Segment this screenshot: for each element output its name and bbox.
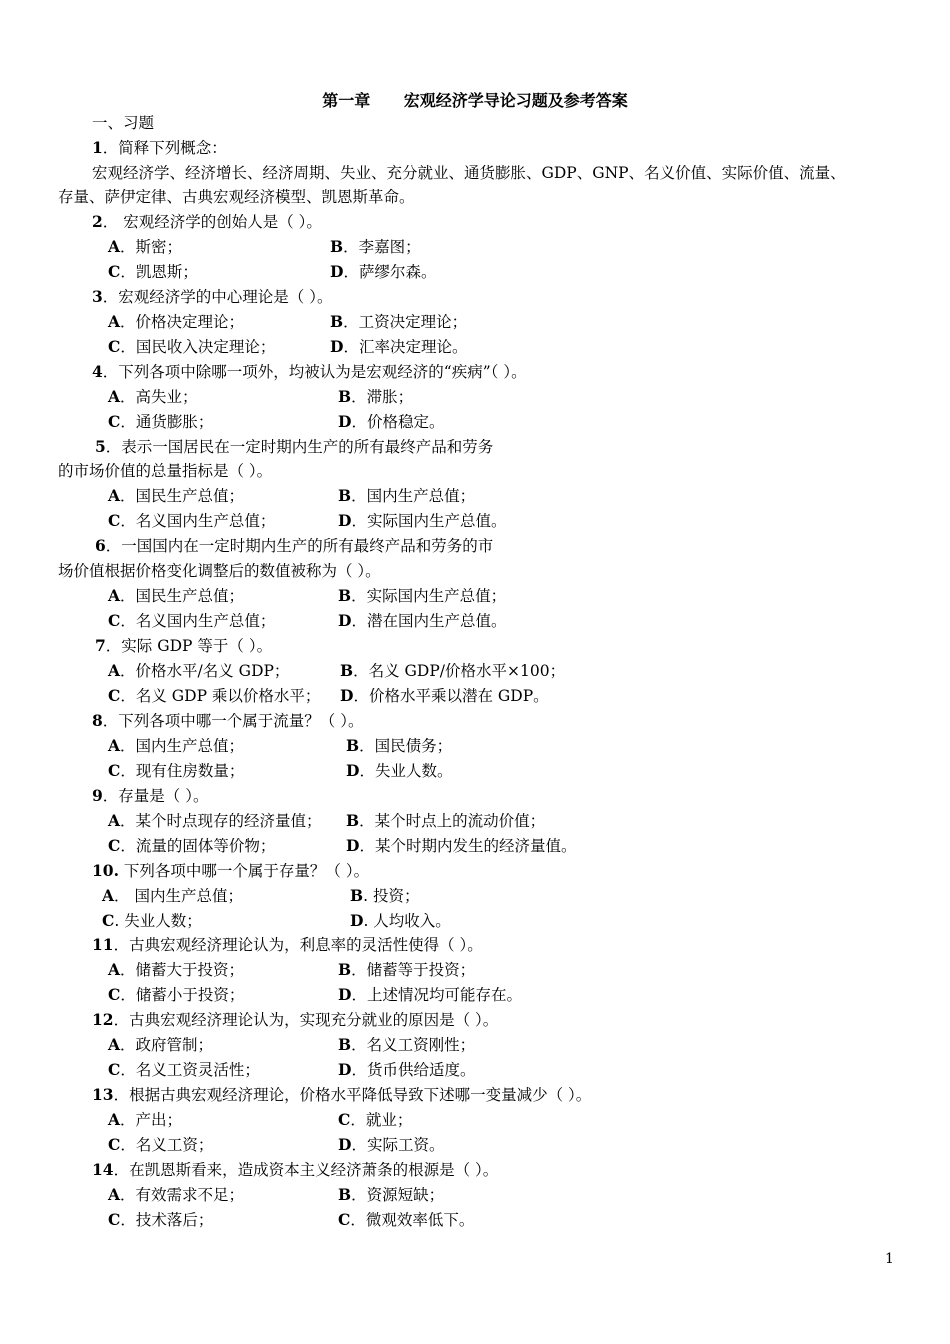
option-c: C．名义工资灵活性； — [108, 1060, 260, 1079]
question-number: 6 — [95, 536, 106, 555]
option-c: C．现有住房数量； — [108, 761, 245, 780]
option-c: C．名义国内生产总值； — [108, 611, 276, 630]
option-c: C．技术落后； — [108, 1210, 214, 1229]
question-3 — [92, 286, 332, 308]
option-b: B. 投资； — [350, 886, 420, 905]
option-d: D．上述情况均可能存在。 — [338, 985, 522, 1004]
option-b: B．实际国内生产总值； — [338, 586, 507, 605]
question-text: ．根据古典宏观经济理论，价格水平降低导致下述哪一变量减少（ ）。 — [113, 1086, 592, 1104]
page-number: 1 — [885, 1251, 894, 1267]
question-text: ．宏观经济学的中心理论是（ ）。 — [102, 288, 333, 306]
question-7 — [95, 635, 272, 657]
question-2 — [92, 211, 322, 233]
question-9 — [92, 785, 208, 807]
option-c: C．名义 GDP 乘以价格水平； — [108, 686, 321, 705]
question-text: ． 宏观经济学的创始人是（ ）。 — [102, 213, 322, 231]
question-number: 12 — [92, 1010, 114, 1029]
option-d: D．某个时期内发生的经济量值。 — [346, 836, 577, 855]
option-c: C．名义工资； — [108, 1135, 214, 1154]
question-number: 7 — [95, 636, 106, 655]
option-b: B．工资决定理论； — [330, 312, 468, 331]
question-number: 2 — [92, 212, 103, 231]
option-d: D．萨缪尔森。 — [330, 262, 437, 281]
concept-list-line-1: 宏观经济学、经济增长、经济周期、失业、充分就业、通货膨胀、GDP、GNP、名义价值、实际价值、流量、 — [92, 164, 846, 182]
option-a: A． 国内生产总值； — [102, 886, 243, 905]
option-c: C．就业； — [338, 1110, 413, 1129]
concept-list-line-2: 存量、萨伊定律、古典宏观经济模型、凯恩斯革命。 — [58, 188, 415, 206]
question-4 — [92, 361, 527, 383]
option-b: B．国民债务； — [346, 736, 453, 755]
question-8 — [92, 710, 363, 732]
question-text: ．一国国内在一定时期内生产的所有最终产品和劳务的市 — [105, 537, 494, 555]
question-13 — [92, 1084, 591, 1106]
option-b: B．资源短缺； — [338, 1185, 445, 1204]
question-number: 11 — [92, 935, 114, 954]
option-d: D．实际国内生产总值。 — [338, 511, 507, 530]
option-c: C．国民收入决定理论； — [108, 337, 276, 356]
question-10 — [92, 860, 369, 882]
question-text: ．表示一国居民在一定时期内生产的所有最终产品和劳务 — [105, 438, 494, 456]
question-number: 3 — [92, 287, 103, 306]
option-b: B．储蓄等于投资； — [338, 960, 476, 979]
option-a: A．政府管制； — [108, 1035, 214, 1054]
option-a: A．国民生产总值； — [108, 586, 245, 605]
question-12 — [92, 1009, 498, 1031]
option-d: D．货币供给适度。 — [338, 1060, 476, 1079]
option-c: C．储蓄小于投资； — [108, 985, 245, 1004]
question-number: 13 — [92, 1085, 114, 1104]
option-d: D．实际工资。 — [338, 1135, 445, 1154]
section-heading: 一、习题 — [92, 114, 155, 132]
question-number: 9 — [92, 786, 103, 805]
option-c: C．通货膨胀； — [108, 412, 214, 431]
option-a: A．某个时点现存的经济量值； — [108, 811, 322, 830]
question-11 — [92, 934, 483, 956]
option-b: B．名义工资刚性； — [338, 1035, 476, 1054]
option-a: A．产出； — [108, 1110, 183, 1129]
question-number: 10. — [92, 861, 119, 880]
option-a: A．价格水平/名义 GDP； — [108, 661, 290, 680]
question-text: ．古典宏观经济理论认为，利息率的灵活性使得（ ）。 — [113, 936, 483, 954]
option-c: C．微观效率低下。 — [338, 1210, 475, 1229]
question-text: ．下列各项中除哪一项外，均被认为是宏观经济的“疾病”（ ）。 — [102, 363, 527, 381]
option-a: A．价格决定理论； — [108, 312, 245, 331]
option-a: A．国内生产总值； — [108, 736, 245, 755]
question-number: 5 — [95, 437, 106, 456]
option-a: A．斯密； — [108, 237, 183, 256]
question-14 — [92, 1159, 498, 1181]
option-d: D．汇率决定理论。 — [330, 337, 468, 356]
question-text: ．简释下列概念： — [102, 139, 227, 157]
option-c: C．凯恩斯； — [108, 262, 198, 281]
question-1 — [92, 137, 227, 159]
question-number: 4 — [92, 362, 103, 381]
option-c: C. 失业人数； — [102, 911, 202, 930]
option-b: B．李嘉图； — [330, 237, 421, 256]
option-a: A．储蓄大于投资； — [108, 960, 245, 979]
question-number: 8 — [92, 711, 103, 730]
option-b: B．滞胀； — [338, 387, 414, 406]
option-d: D．价格水平乘以潜在 GDP。 — [340, 686, 549, 705]
question-text: ．古典宏观经济理论认为，实现充分就业的原因是（ ）。 — [113, 1011, 499, 1029]
option-a: A．国民生产总值； — [108, 486, 245, 505]
option-b: B．某个时点上的流动价值； — [346, 811, 546, 830]
option-d: D．潜在国内生产总值。 — [338, 611, 507, 630]
question-5 — [95, 436, 493, 458]
question-number: 1 — [92, 138, 103, 157]
question-text: ．在凯恩斯看来，造成资本主义经济萧条的根源是（ ）。 — [113, 1161, 499, 1179]
option-d: D．失业人数。 — [346, 761, 453, 780]
option-b: B．国内生产总值； — [338, 486, 476, 505]
question-text: ．下列各项中哪一个属于流量？（ ）。 — [102, 712, 364, 730]
option-a: A．有效需求不足； — [108, 1185, 245, 1204]
option-a: A．高失业； — [108, 387, 198, 406]
question-text: 下列各项中哪一个属于存量？（ ）。 — [118, 862, 370, 880]
question-text: ．实际 GDP 等于（ ）。 — [105, 637, 273, 655]
question-6 — [95, 535, 493, 557]
option-d: D. 人均收入。 — [350, 911, 451, 930]
option-b: B．名义 GDP/价格水平×100； — [340, 661, 566, 680]
option-c: C．流量的固体等价物； — [108, 836, 276, 855]
question-number: 14 — [92, 1160, 114, 1179]
question-5-continued: 的市场价值的总量指标是（ ）。 — [58, 462, 273, 480]
page-title: 第一章 宏观经济学导论习题及参考答案 — [322, 91, 628, 110]
option-d: D．价格稳定。 — [338, 412, 445, 431]
option-c: C．名义国内生产总值； — [108, 511, 276, 530]
question-text: ．存量是（ ）。 — [102, 787, 209, 805]
question-6-continued: 场价值根据价格变化调整后的数值被称为（ ）。 — [58, 562, 381, 580]
